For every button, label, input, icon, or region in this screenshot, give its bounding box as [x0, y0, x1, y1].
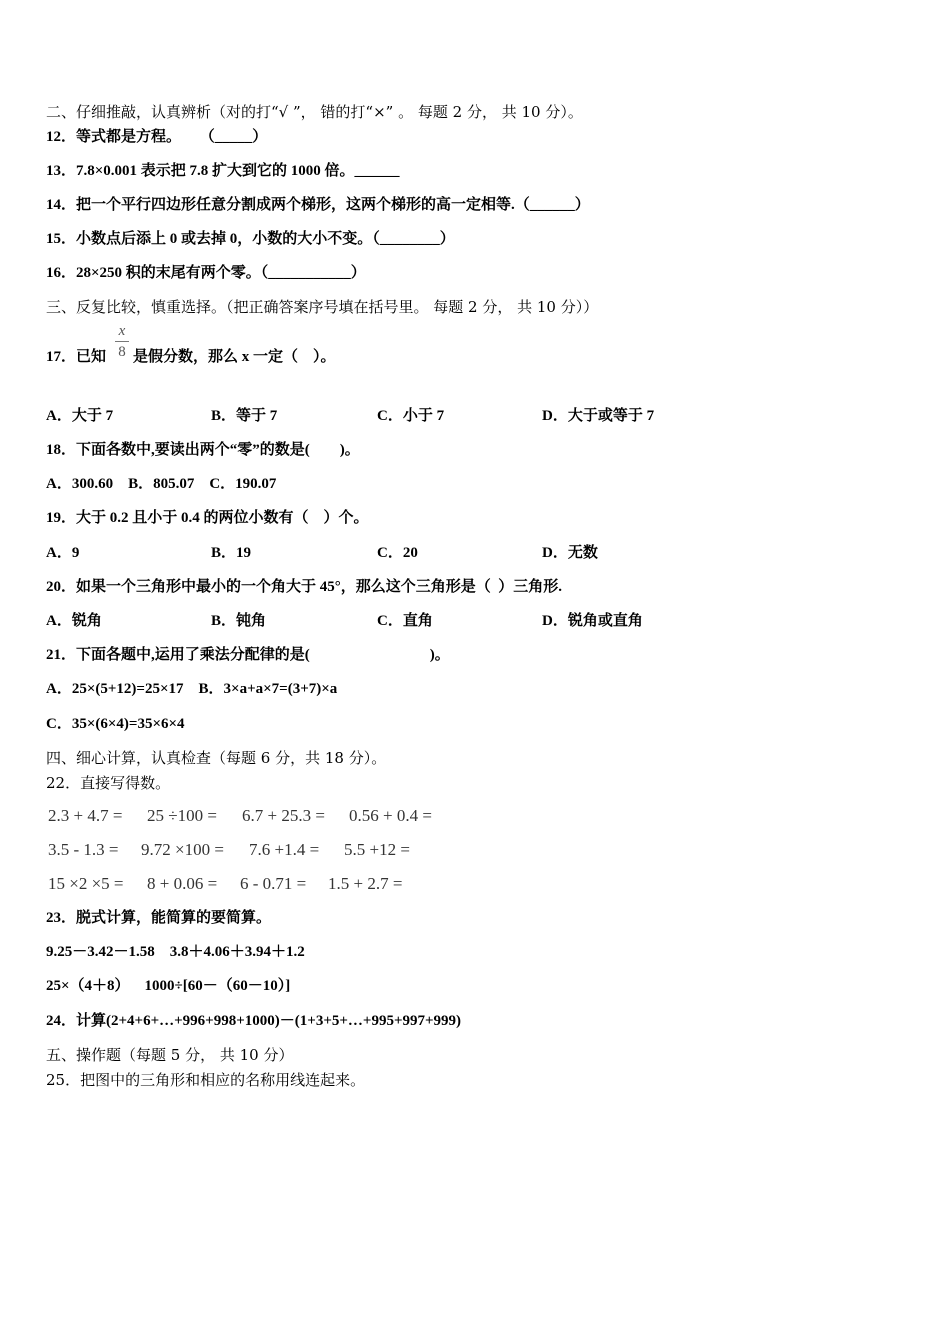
- q17-option-b: B．等于 7: [211, 408, 278, 424]
- q17-option-c: C．小于 7: [377, 408, 445, 424]
- section-heading-choice: 三、反复比较，慎重选择。（把正确答案序号填在括号里。 每题 2 分， 共 10 分））: [46, 298, 599, 316]
- question-16: 16．28×250 积的末尾有两个零。（___________）: [46, 265, 366, 281]
- calc-item: 2.3 + 4.7 =: [48, 806, 123, 825]
- q17-option-d: D．大于或等于 7: [542, 408, 655, 424]
- calc-item: 6.7 + 25.3 =: [242, 806, 325, 825]
- q20-option-b: B．钝角: [211, 613, 267, 629]
- q20-option-a: A．锐角: [46, 613, 102, 629]
- q20-option-c: C．直角: [377, 613, 433, 629]
- fraction-bar: [115, 341, 129, 342]
- question-24: 24．计算(2+4+6+…+996+998+1000)－(1+3+5+…+995+997+999): [46, 1013, 462, 1029]
- fraction-x-over-8: [113, 322, 131, 361]
- q23-row1: 9.25－3.42－1.58 3.8＋4.06＋3.94＋1.2: [46, 944, 305, 960]
- q20-option-d: D．锐角或直角: [542, 613, 643, 629]
- question-13: 13．7.8×0.001 表示把 7.8 扩大到它的 1000 倍。______: [46, 163, 400, 179]
- question-20: 20．如果一个三角形中最小的一个角大于 45°，那么这个三角形是（ ）三角形.: [46, 579, 563, 595]
- q19-option-b: B．19: [211, 545, 252, 561]
- question-22: 22．直接写得数。: [46, 774, 171, 792]
- section-heading-operation: 五、操作题（每题 5 分， 共 10 分）: [46, 1046, 294, 1064]
- q19-option-d: D．无数: [542, 545, 598, 561]
- question-21: 21．下面各题中,运用了乘法分配律的是( )。: [46, 647, 450, 663]
- question-17-prefix: 17．已知: [46, 349, 107, 365]
- question-25: 25．把图中的三角形和相应的名称用线连起来。: [46, 1071, 366, 1089]
- q18-options: A．300.60 B．805.07 C．190.07: [46, 476, 277, 492]
- calc-item: 8 + 0.06 =: [147, 874, 218, 893]
- fraction-numerator: x: [118, 323, 126, 339]
- calc-item: 3.5 - 1.3 =: [48, 840, 119, 859]
- q19-option-c: C．20: [377, 545, 418, 561]
- question-12: 12．等式都是方程。 （_____）: [46, 129, 268, 145]
- fraction-denominator: 8: [118, 344, 126, 360]
- question-15: 15．小数点后添上 0 或去掉 0，小数的大小不变。（________）: [46, 231, 455, 247]
- question-19: 19．大于 0.2 且小于 0.4 的两位小数有（ ）个。: [46, 510, 369, 526]
- question-18: 18．下面各数中,要读出两个“零”的数是( )。: [46, 442, 360, 458]
- q17-option-a: A．大于 7: [46, 408, 114, 424]
- q19-option-a: A．9: [46, 545, 80, 561]
- calc-item: 7.6 +1.4 =: [249, 840, 320, 859]
- q21-options-row2: C．35×(6×4)=35×6×4: [46, 716, 185, 732]
- q21-options-row1: A．25×(5+12)=25×17 B．3×a+a×7=(3+7)×a: [46, 681, 338, 697]
- calc-item: 15 ×2 ×5 =: [48, 874, 124, 893]
- calc-item: 5.5 +12 =: [344, 840, 410, 859]
- calc-item: 9.72 ×100 =: [141, 840, 224, 859]
- calc-item: 25 ÷100 =: [147, 806, 217, 825]
- section-heading-calculation: 四、细心计算，认真检查（每题 6 分，共 18 分）。: [46, 749, 387, 767]
- question-17-suffix: 是假分数，那么 x 一定（ ）。: [133, 349, 336, 365]
- question-14: 14．把一个平行四边形任意分割成两个梯形，这两个梯形的高一定相等.（______）: [46, 197, 590, 213]
- calc-item: 6 - 0.71 =: [240, 874, 307, 893]
- question-23: 23．脱式计算，能简算的要简算。: [46, 910, 272, 926]
- calc-item: 0.56 + 0.4 =: [349, 806, 432, 825]
- calc-item: 1.5 + 2.7 =: [328, 874, 403, 893]
- q23-row2: 25×（4＋8） 1000÷[60－（60－10）]: [46, 978, 291, 994]
- section-heading-judgement: 二、仔细推敲，认真辨析（对的打“√ ”， 错的打“×” 。 每题 2 分， 共 10 分）。: [46, 103, 583, 121]
